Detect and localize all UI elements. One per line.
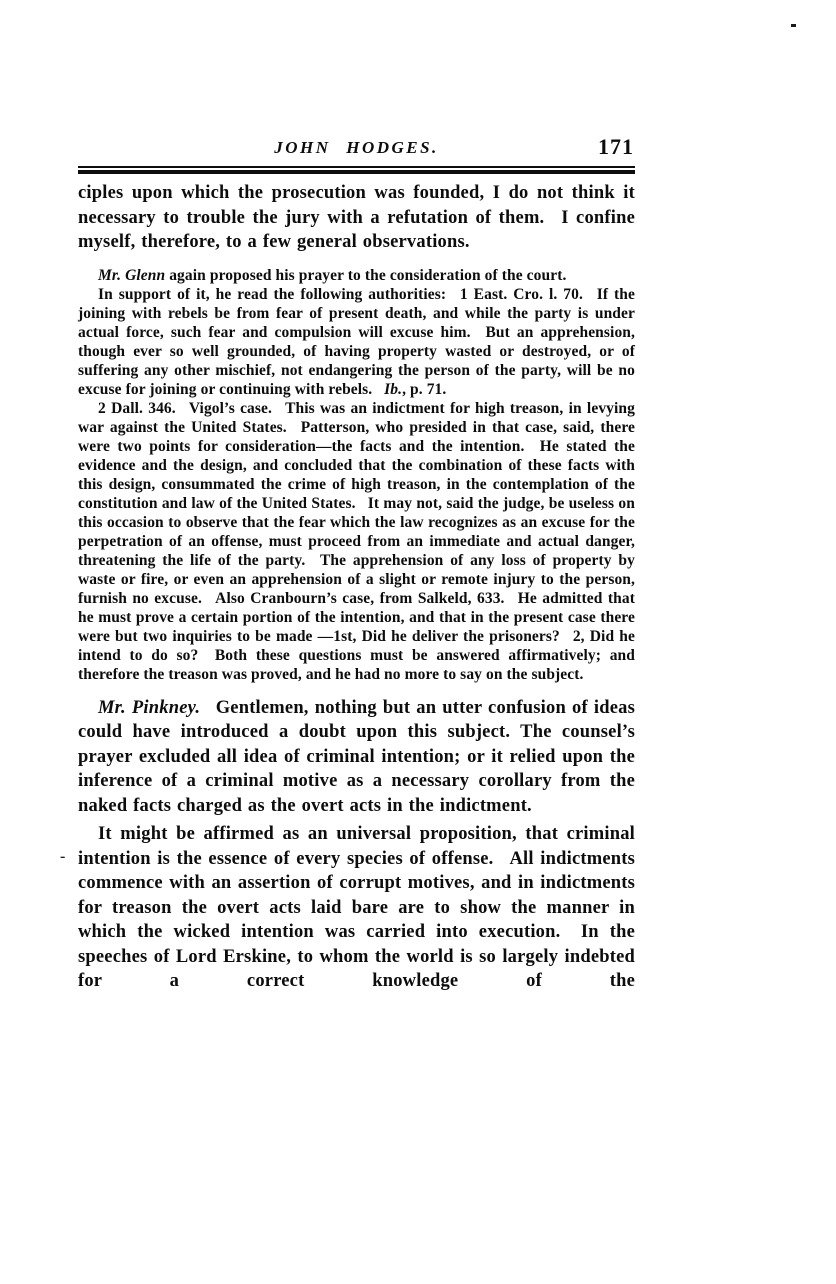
speaker-name: Mr. Pinkney. <box>98 697 201 718</box>
paragraph-text: again proposed his prayer to the consideration of the court. <box>165 266 567 284</box>
header-divider-rule <box>78 166 635 174</box>
paragraph-text: , p. 71. <box>402 380 447 398</box>
text-column <box>78 0 635 994</box>
paragraph-text: In support of it, he read the following authorities: 1 East. Cro. l. 70. If the joining with rebels be from fear of present death, and while the party is under actual force, such fear and compulsion will excuse him. But an apprehension, though ever so well grounded, of having property wasted or destroyed, or of suffering any other mischief, not endangering the person of the party, will be no excuse for joining or continuing with rebels. <box>78 285 635 398</box>
paragraph-continuation <box>78 181 635 255</box>
paragraph-text: It might be affirmed as an universal proposition, that criminal intention is the essence of every species of offense. All indictments commence with an assertion of corrupt motives, and in indictments for treason the overt acts laid bare are to show the manner in which the wicked intention was carried into execution. In the speeches of Lord Erskine, to whom the world is so largely indebted for a correct knowledge of the <box>78 824 635 991</box>
divider-thin-line <box>78 166 635 168</box>
paragraph-universal-proposition <box>78 822 635 994</box>
divider-thick-line <box>78 170 635 174</box>
running-header <box>78 132 635 160</box>
paragraph-vigols-case <box>78 399 635 684</box>
speaker-name: Mr. Glenn <box>98 266 166 284</box>
paragraph-text: ciples upon which the prosecution was founded, I do not think it necessary to trouble the jury with a refutation of them. I confine myself, therefore, to a few general observations. <box>78 183 635 252</box>
margin-stray-mark: - <box>60 848 66 865</box>
page-title: JOHN HODGES. <box>274 138 439 157</box>
paragraph-text: 2 Dall. 346. Vigol’s case. This was an indictment for high treason, in levying war against the United States. Patterson, who presided in that case, said, there were two points for consideration—the facts and the intention. He stated the evidence and the design, and concluded that the combination of these facts with this design, consummated the crime of high treason, in the contemplation of the constitution and law of the United States. It may not, said the judge, be useless on this occasion to observe that the fear which the law recognizes as an excuse for the perpetration of an offense, must proceed from an immediate and actual danger, threatening the life of the party. The apprehension of any loss of property by waste or fire, or even an apprehension of a slight or remote injury to the person, furnish no excuse. Also Cranbourn’s case, from Salkeld, 633. He admitted that he must prove a certain portion of the intention, and that in the present case there were but two inquiries to be made —1st, Did he deliver the prisoners? 2, Did he intend to do so? Both these questions must be answered affirmatively; and therefore the treason was proved, and he had no more to say on the subject. <box>78 399 635 683</box>
paragraph-pinkney <box>78 696 635 819</box>
scan-speck-artifact <box>791 24 796 27</box>
page-number: 171 <box>598 134 634 159</box>
paragraph-text: Gentlemen, nothing but an utter confusion of ideas could have introduced a doubt upon this subject. The counsel’s prayer excluded all idea of criminal intention; or it relied upon the inference of a criminal motive as a necessary corollary from the naked facts charged as the overt acts in the indictment. <box>78 697 635 816</box>
citation-abbrev: Ib. <box>384 380 403 398</box>
paragraph-authorities <box>78 285 635 399</box>
paragraph-glenn <box>78 266 635 285</box>
